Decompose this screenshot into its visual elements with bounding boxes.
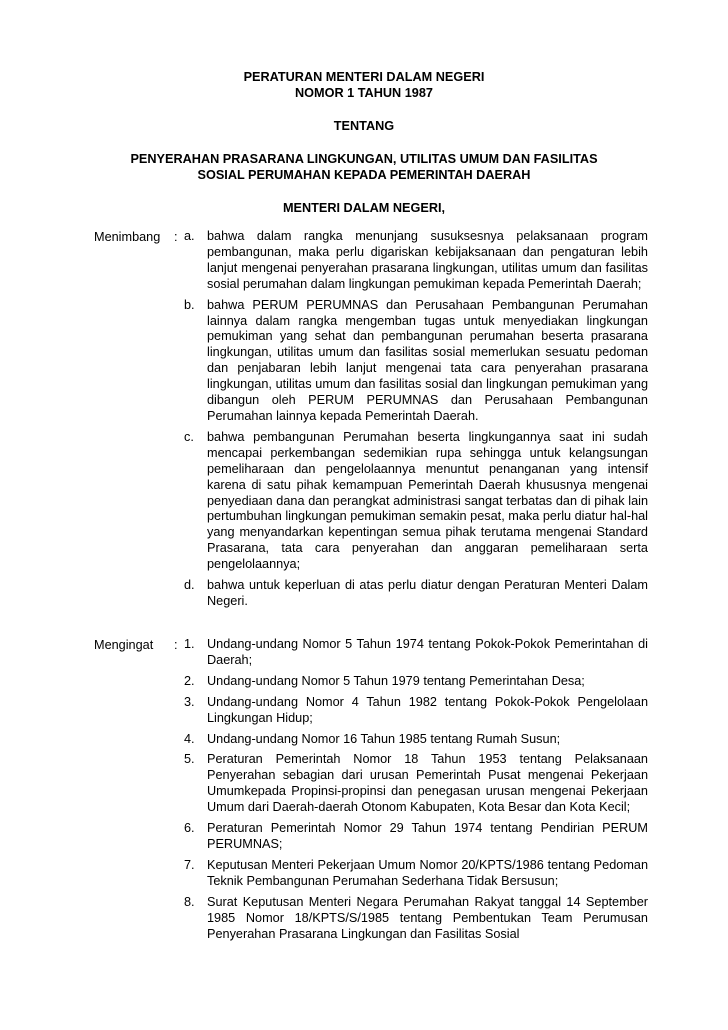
item-text: Undang-undang Nomor 4 Tahun 1982 tentang Pokok-Pokok Pengelolaan Lingkungan Hidup; xyxy=(207,694,648,725)
item-text: Keputusan Menteri Pekerjaan Umum Nomor 20/KPTS/1986 tentang Pedoman Teknik Pembangunan Perumahan Sederhana Tidak Bersusun; xyxy=(207,857,648,888)
mengingat-item-2 xyxy=(184,674,648,690)
menimbang-item-c xyxy=(184,430,648,573)
regulation-title: PERATURAN MENTERI DALAM NEGERI xyxy=(243,70,485,84)
mengingat-item-7 xyxy=(184,858,648,890)
item-marker: 7. xyxy=(184,857,195,872)
menimbang-item-a xyxy=(184,229,648,293)
item-text: bahwa dalam rangka menunjang susuksesnya pelaksanaan program pembangunan, maka perlu digariskan kebijaksanaan dan pengaturan lebih lanjut mengenai penyerahan prasarana lingkungan, utilitas umum dan fasilitas sosial perumahan dalam lingkungan pemukiman kepada Pemerintah Daerah; xyxy=(207,229,648,291)
item-text: Peraturan Pemerintah Nomor 18 Tahun 1953 tentang Pelaksanaan Penyerahan sebagian dari urusan Pemerintah Pusat mengenai Pekerjaan Umumkepada Propinsi-propinsi dan penegasan urusan mengenai Pekerjaan Umum dari Daerah-daerah Otonom Kabupaten, Kota Besar dan Kota Kecil; xyxy=(207,752,648,815)
item-text: Undang-undang Nomor 16 Tahun 1985 tentang Rumah Susun; xyxy=(207,731,561,746)
item-text: Undang-undang Nomor 5 Tahun 1974 tentang Pokok-Pokok Pemerintahan di Daerah; xyxy=(207,637,648,667)
item-marker: 5. xyxy=(184,752,195,767)
item-marker: 6. xyxy=(184,821,195,836)
item-text: bahwa pembangunan Perumahan beserta lingkungannya saat ini sudah mencapai perkembangan sedemikian rupa sehingga untuk kelangsungan pemeliharaan dan pengelolaannya menuntut penanganan yang intensif karena di satu pihak kemampuan Pemerintah Daerah khususnya mengenai penyediaan dana dan perangkat administrasi sangat terbatas dan di pihak lain pertumbuhan lingkungan pemukiman semakin pesat, maka perlu diatur hal-hal yang menyandarkan kepentingan semua pihak terutama mengenai Standard Prasarana, tata cara penyerahan dan anggaran pemeliharaan serta pengelolaannya; xyxy=(207,429,648,572)
subject-line-2: SOSIAL PERUMAHAN KEPADA PEMERINTAH DAERAH xyxy=(197,168,531,182)
regulation-number: NOMOR 1 TAHUN 1987 xyxy=(295,86,433,100)
menimbang-colon: : xyxy=(174,230,178,244)
mengingat-item-6 xyxy=(184,821,648,853)
item-marker: 8. xyxy=(184,894,195,909)
mengingat-label: Mengingat xyxy=(94,638,154,652)
menimbang-label: Menimbang xyxy=(94,230,161,244)
minister-heading: MENTERI DALAM NEGERI, xyxy=(282,201,446,215)
item-text: bahwa PERUM PERUMNAS dan Perusahaan Pembangunan Perumahan lainnya dalam rangka mengemban tugas untuk menyediakan lingkungan pemukiman yang sehat dan pembangunan perumahan beserta prasarana lingkungan, utilitas umum dan fasilitas sosial memerlukan sesuatu pedoman dan penjabaran lebih lanjut mengenai tata cara penyerahan prasarana lingkungan, utilitas umum dan fasilitas sosial dan lingkungan pemukiman yang dibangun oleh PERUM PERUMNAS dan Perusahaan Pembangunan Perumahan lainnya kepada Pemerintah Daerah. xyxy=(207,297,648,423)
menimbang-list xyxy=(184,229,648,615)
mengingat-item-1 xyxy=(184,637,648,669)
item-marker: b. xyxy=(184,297,195,312)
mengingat-colon: : xyxy=(174,638,178,652)
subject-line-1: PENYERAHAN PRASARANA LINGKUNGAN, UTILITAS UMUM DAN FASILITAS xyxy=(130,152,598,166)
item-text: bahwa untuk keperluan di atas perlu diatur dengan Peraturan Menteri Dalam Negeri. xyxy=(207,578,648,608)
item-marker: d. xyxy=(184,578,195,593)
item-marker: c. xyxy=(184,429,194,444)
item-text: Undang-undang Nomor 5 Tahun 1979 tentang Pemerintahan Desa; xyxy=(207,673,585,688)
menimbang-item-d xyxy=(184,578,648,610)
mengingat-list xyxy=(184,637,648,947)
item-marker: 4. xyxy=(184,731,195,746)
tentang-heading: TENTANG xyxy=(333,119,395,133)
mengingat-item-3 xyxy=(184,695,648,727)
item-text: Peraturan Pemerintah Nomor 29 Tahun 1974 tentang Pendirian PERUM PERUMNAS; xyxy=(207,821,648,851)
item-marker: 3. xyxy=(184,694,195,709)
item-marker: 2. xyxy=(184,673,195,688)
item-text: Surat Keputusan Menteri Negara Perumahan Rakyat tanggal 14 September 1985 Nomor 18/KPTS/S/1985 tentang Pembentukan Team Perumusan Penyerahan Prasarana Lingkungan dan Fasilitas Sosial xyxy=(207,894,648,941)
item-marker: a. xyxy=(184,229,195,243)
mengingat-item-4 xyxy=(184,732,648,748)
menimbang-item-b xyxy=(184,298,648,425)
item-marker: 1. xyxy=(184,637,195,651)
mengingat-item-8 xyxy=(184,895,648,943)
mengingat-item-5 xyxy=(184,752,648,816)
